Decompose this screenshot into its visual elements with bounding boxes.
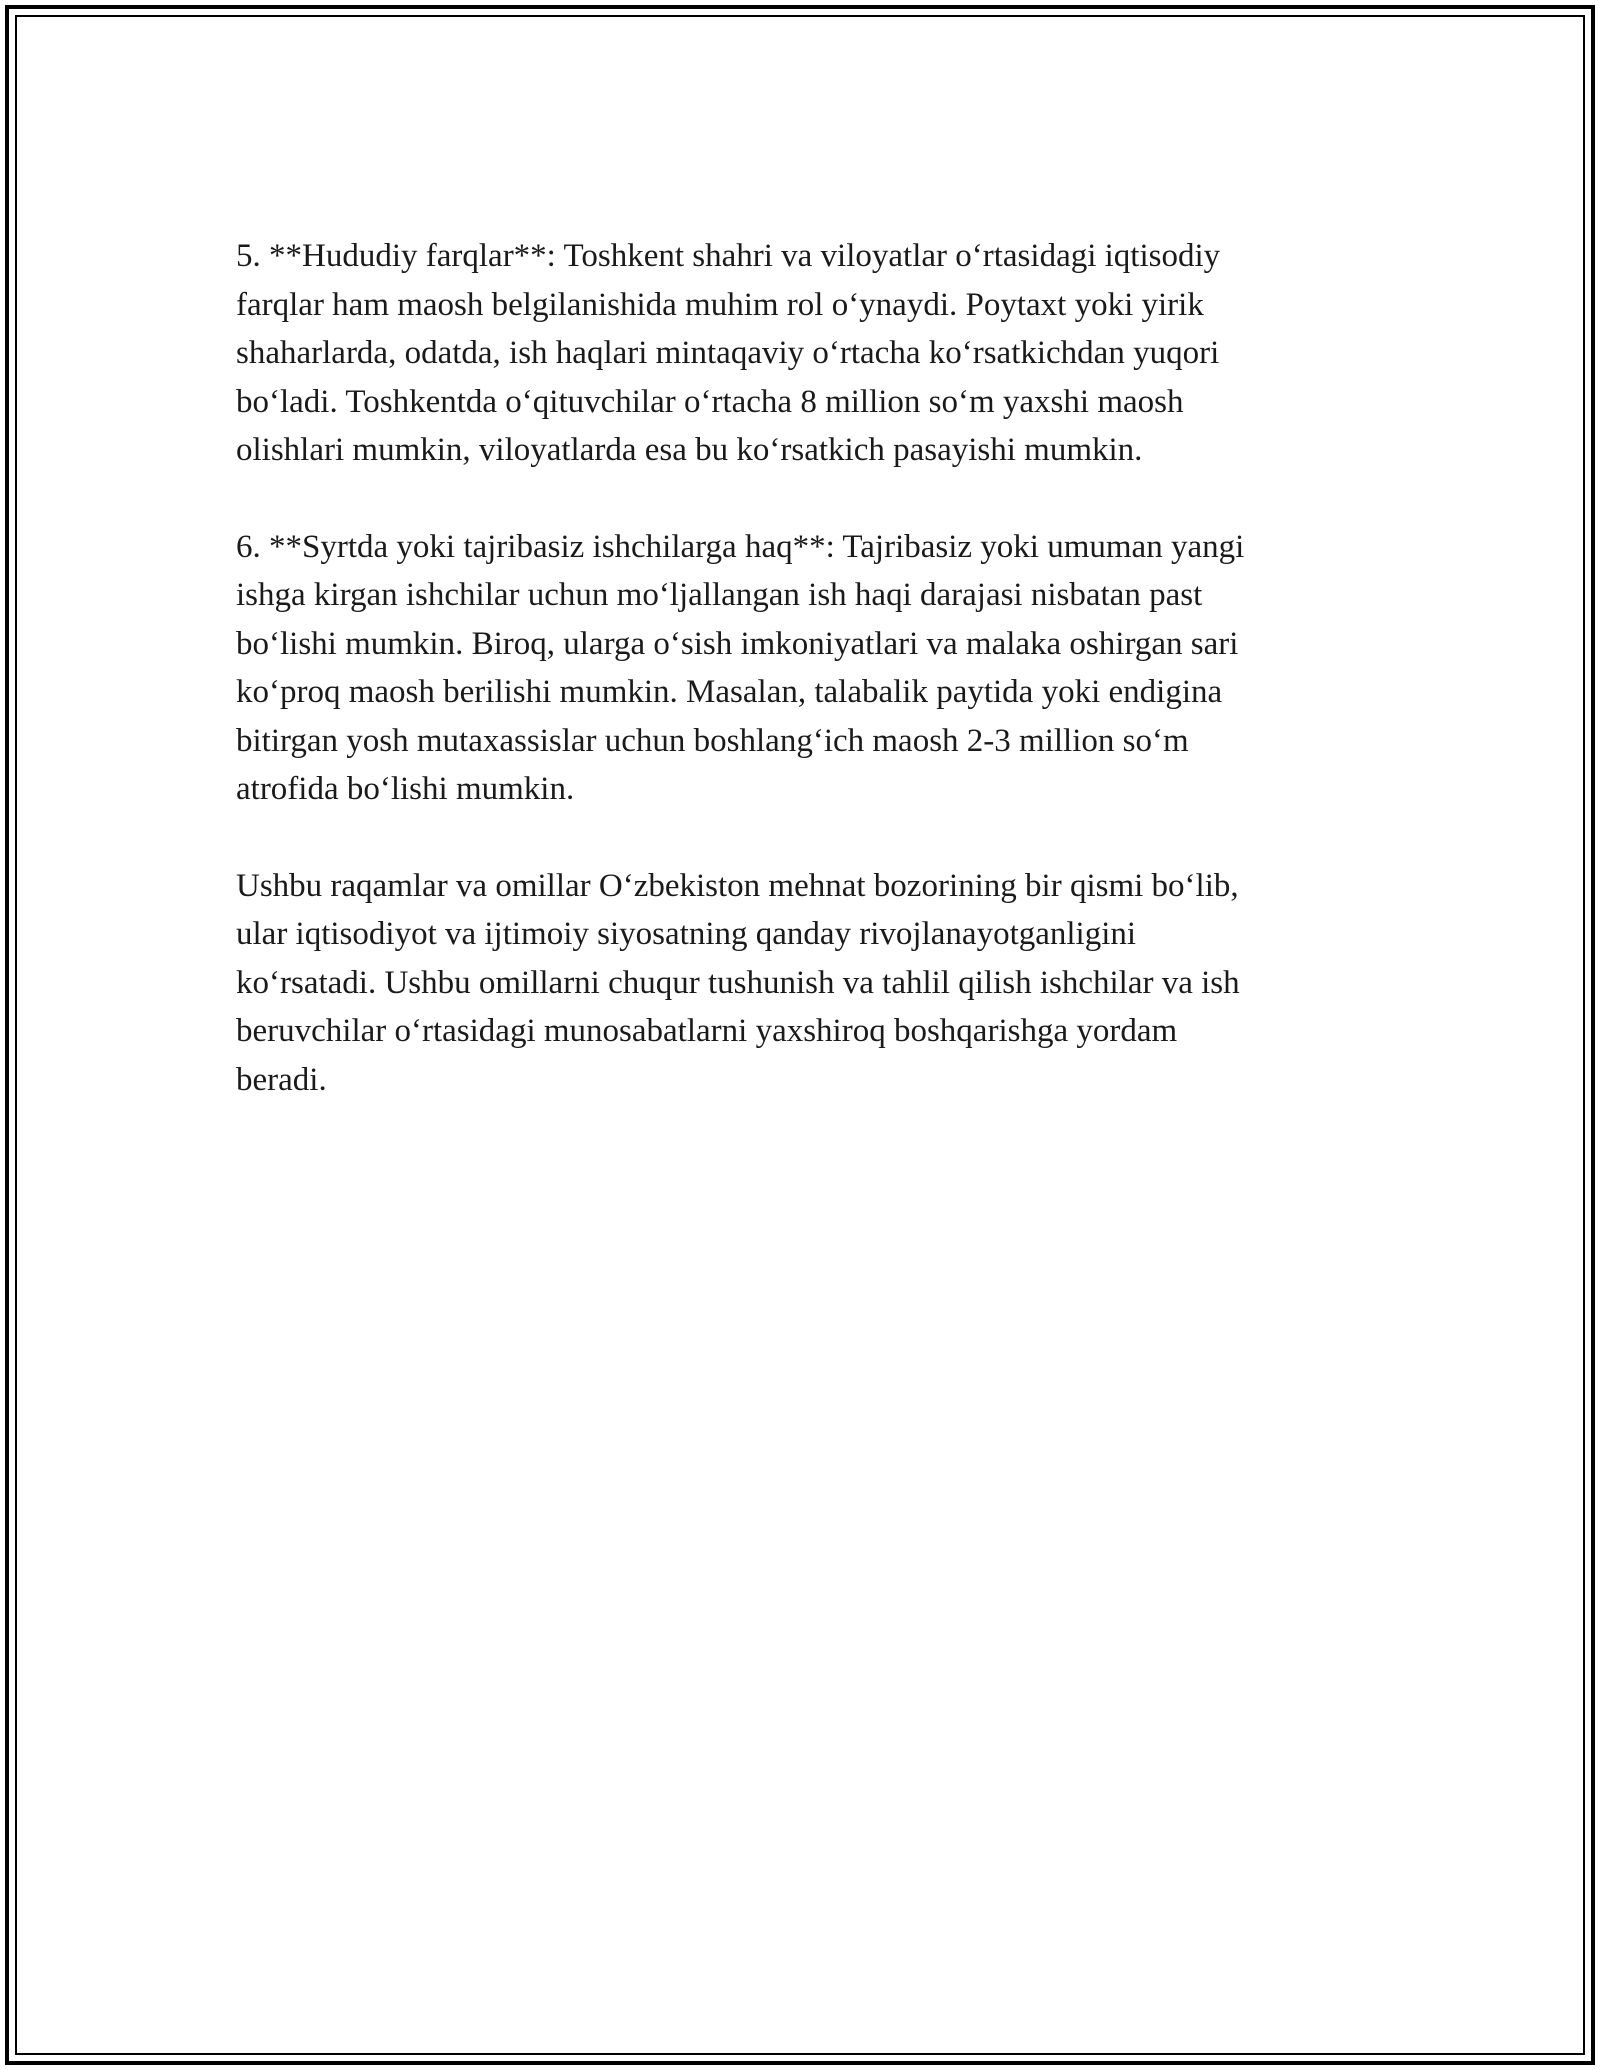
paragraph-regional-differences: 5. **Hududiy farqlar**: Toshkent shahri va viloyatlar o‘rtasidagi iqtisodiy farqlar ham maosh belgilanishida muhim rol o‘ynaydi. Poytaxt yoki yirik shaharlarda, odatda, ish haqlari mintaqaviy o‘rtacha ko‘rsatkichdan yuqori bo‘ladi. Toshkentda o‘qituvchilar o‘rtacha 8 million so‘m yaxshi maosh olishlari mumkin, viloyatlarda esa bu ko‘rsatkich pasayishi mumkin.: [236, 238, 1221, 468]
paragraph-inexperienced-workers: 6. **Syrtda yoki tajribasiz ishchilarga haq**: Tajribasiz yoki umuman yangi ishga kirgan ishchilar uchun mo‘ljallangan ish haqi darajasi nisbatan past bo‘lishi mumkin. Biroq, ularga o‘sish imkoniyatlari va malaka oshirgan sari ko‘proq maosh berilishi mumkin. Masalan, talabalik paytida yoki endigina bitirgan yosh mutaxassislar uchun boshlang‘ich maosh 2-3 million so‘m atrofida bo‘lishi mumkin.: [236, 528, 1245, 807]
document-body: [236, 232, 1376, 1152]
paragraph-conclusion: Ushbu raqamlar va omillar O‘zbekiston mehnat bozorining bir qismi bo‘lib, ular iqtisodiyot va ijtimoiy siyosatning qanday rivojlanayotganligini ko‘rsatadi. Ushbu omillarni chuqur tushunish va tahlil qilish ishchilar va ish beruvchilar o‘rtasidagi munosabatlarni yaxshiroq boshqarishga yordam beradi.: [236, 867, 1240, 1098]
